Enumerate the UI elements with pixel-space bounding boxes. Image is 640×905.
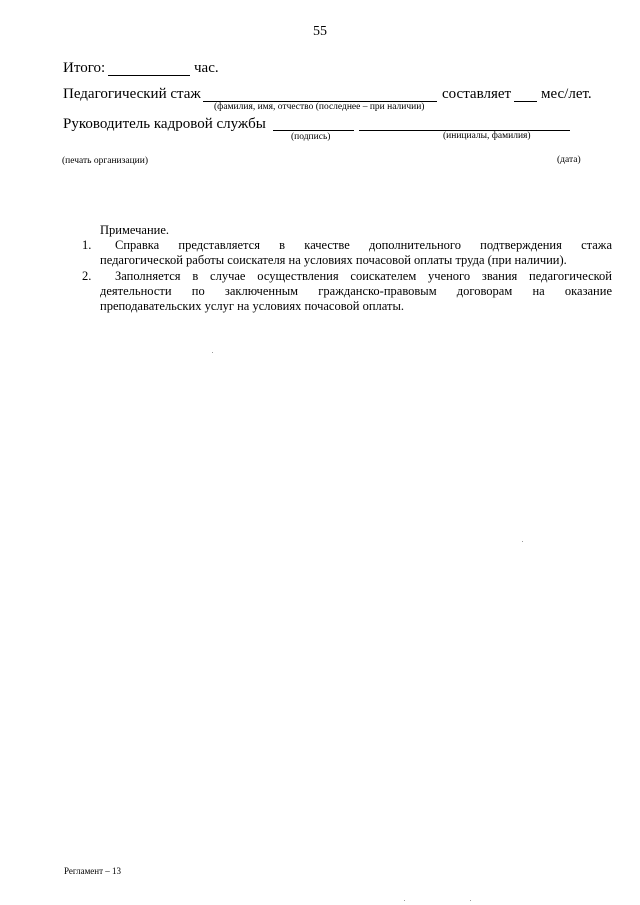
duration-blank-line xyxy=(514,101,537,102)
hr-head-label: Руководитель кадровой службы xyxy=(63,116,266,132)
scan-speck xyxy=(470,900,471,901)
signature-caption: (подпись) xyxy=(291,132,331,142)
experience-makes: составляет xyxy=(442,86,512,102)
fio-caption: (фамилия, имя, отчество (последнее – при наличии) xyxy=(214,102,425,112)
note-title: Примечание. xyxy=(100,223,170,237)
note-item-2-line-2: деятельности по заключенным гражданско-правовым договорам на оказание xyxy=(100,284,612,298)
scan-speck xyxy=(404,900,405,901)
note-item-1-line-1: Справка представляется в качестве дополнительного подтверждения стажа xyxy=(115,238,612,252)
experience-label: Педагогический стаж xyxy=(63,86,201,102)
footer-regulation: Регламент – 13 xyxy=(64,866,122,876)
total-label: Итого: xyxy=(63,60,106,76)
note-item-2-number: 2. xyxy=(82,269,92,283)
note-item-2-line-1: Заполняется в случае осуществления соискателем ученого звания педагогической xyxy=(115,269,612,283)
note-item-1-number: 1. xyxy=(82,238,92,252)
seal-caption: (печать организации) xyxy=(62,156,149,166)
date-caption: (дата) xyxy=(557,155,581,165)
signature-blank-line xyxy=(273,130,354,131)
total-blank-line xyxy=(108,75,190,76)
total-unit: час. xyxy=(194,60,219,76)
scan-speck xyxy=(522,541,523,542)
note-item-1-line-2: педагогической работы соискателя на условиях почасовой оплаты труда (при наличии). xyxy=(100,253,567,267)
scan-speck xyxy=(212,352,213,353)
page-number: 55 xyxy=(313,24,327,39)
initials-caption: (инициалы, фамилия) xyxy=(443,131,531,141)
experience-unit: мес/лет. xyxy=(541,86,592,102)
note-item-2-line-3: преподавательских услуг на условиях почасовой оплаты. xyxy=(100,299,404,313)
